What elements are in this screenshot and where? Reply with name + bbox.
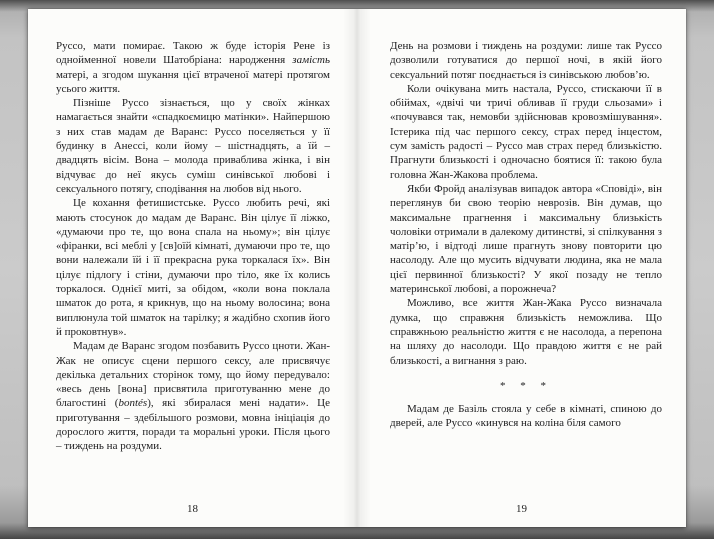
- paragraph: Пізніше Руссо зізнається, що у своїх жінках намагається знайти «спадкоємицю матінки». Найпершою з них став мадам де Варанс: Руссо поселяється у її будинку в Анессі, коли йому – шістнадцять, а їй – двадцять вісім. Вона – молода приваблива жінка, і він відчуває до неї якусь суміш синівської любові і сексуального потягу, сподівання на любов від нього.: [56, 97, 330, 195]
- page-text-left: [56, 39, 330, 454]
- paragraph: [56, 339, 330, 453]
- page-number-right: 19: [516, 503, 527, 515]
- paragraph: Мадам де Базіль стояла у себе в кімнаті, спиною до дверей, але Руссо «кинувся на коліна біля самого: [390, 403, 662, 430]
- paragraph-text: ), які збиралася мені надати». Це приготування – здебільшого розмови, мовна ініціація до дорослого життя, поради та моральні уроки. Після цього – тиждень на роздуми.: [56, 397, 331, 453]
- book-page-right: [357, 9, 686, 527]
- paragraph-text: Руссо, мати помирає. Такою ж буде історія Рене із однойменної новели Шатобріана: народження: [56, 40, 330, 67]
- paragraph: Можливо, все життя Жан-Жака Руссо визначала думка, що справжня близькість неможлива. Що справжньою реальністю життя є не насолода, а перепона на шляху до насолоди. Що правдою життя є не рай близькості, а вигнання з раю.: [390, 297, 662, 367]
- paragraph: День на розмови і тиждень на роздуми: лише так Руссо дозволили готуватися до першої ночі, в якій його сексуальний потяг поєднається із синівською любов’ю.: [390, 40, 662, 81]
- paragraph: Це кохання фетишистське. Руссо любить речі, які мають стосунок до мадам де Варанс. Він цілує її ліжко, «думаючи про те, що вона спала на ньому»; він цілує «фіранки, всі меблі у [св]оїй кімнаті, думаючи про те, що вони належали їй і її прекрасна рука торкалася їх». Він цілує підлогу і стіни, думаючи про тіло, яке їх колись торкалося. Однієї миті, за обідом, «коли вона поклала шматок до рота, я крикнув, що на ньому волосина; вона виплюнула той шматок на тарілку; я жадібно схопив його й проковтнув».: [56, 197, 330, 338]
- paragraph-text: Мадам де Варанс згодом позбавить Руссо цноти. Жан-Жак не описує сцени першого сексу, але присвячує декілька детальних сторінок тому, що йому передувало: «весь день [вона] присвятила приготуванню мене до благостині (: [56, 340, 330, 410]
- page-number-left: 18: [187, 503, 198, 515]
- book-spread: [28, 9, 686, 527]
- book-page-left: [28, 9, 357, 527]
- paragraph: Коли очікувана мить настала, Руссо, стискаючи її в обіймах, «двічі чи тричі обливав її груди сльозами» і «почувався так, немовби здійснював кровозмішування». Істерика під час першого сексу, страх перед інцестом, сум замість радості – Руссо мав страх перед близькістю. Прагнути близькості і одночасно боятися її: такою була головна Жан-Жакова проблема.: [390, 82, 662, 181]
- page-text-right: [390, 39, 662, 431]
- paragraph: [56, 39, 330, 96]
- emphasized-word: замість: [292, 54, 330, 67]
- section-separator: * * *: [500, 379, 552, 392]
- emphasized-word: bontés: [118, 397, 148, 410]
- paragraph: Якби Фройд аналізував випадок автора «Сповіді», він переглянув би свою теорію неврозів. Він думав, що максимальне прагнення і максимальну близькість чоловіки отримали в далекому дитинстві, зі спілкування з матір’ю, і відтоді лише прагнуть знову повторити цю насолоду. Але що мусить відчувати людина, яка не мала цієї первинної близькості? У якої позаду не тепло материнської любові, а порожнеча?: [390, 182, 662, 296]
- paragraph-text: матері, а згодом шукання цієї втраченої матері протягом усього життя.: [56, 68, 330, 95]
